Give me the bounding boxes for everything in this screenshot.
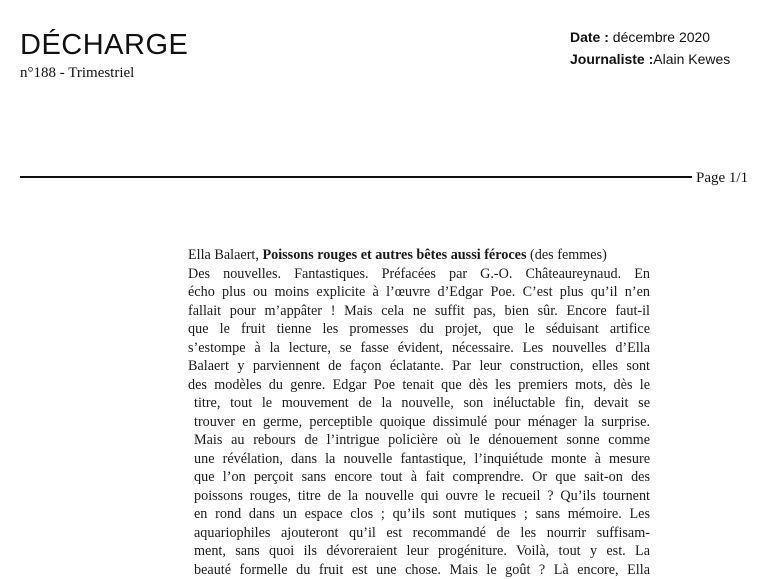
page-indicator: Page 1/1 bbox=[696, 169, 748, 187]
article-line: Des nouvelles. Fantastiques. Préfacées par G.-O. Châteaureynaud. En bbox=[188, 265, 650, 284]
article-line: ment, sans quoi ils dévoreraient leur progéniture. Voilà, tout y est. La bbox=[188, 542, 650, 561]
article-line: que l’on perçoit sans encore tout à fait comprendre. Or que sait-on des bbox=[188, 468, 650, 487]
article-publisher: (des femmes) bbox=[526, 247, 606, 263]
journalist-line bbox=[570, 51, 730, 68]
date-label: Date : bbox=[570, 29, 609, 45]
masthead-title: DÉCHARGE bbox=[20, 28, 188, 62]
article-line: s’estompe à la lecture, se fasse évident, nécessaire. Les nouvelles d’Ella bbox=[188, 339, 650, 358]
article-line: écho plus ou moins explicite à l’œuvre d’Edgar Poe. C’est plus qu’il n’en bbox=[188, 283, 650, 302]
article-line: poissons rouges, titre de la nouvelle qui ouvre le recueil ? Qu’ils tournent bbox=[188, 487, 650, 506]
article-line: titre, tout le mouvement de la nouvelle, son inéluctable fin, devait se bbox=[188, 394, 650, 413]
article-line: beauté formelle du fruit est une chose. Mais le goût ? Là encore, Ella bbox=[188, 561, 650, 579]
journalist-label: Journaliste : bbox=[570, 51, 653, 67]
article-line: fallait pour m’appâter ! Mais cela ne suffit pas, bien sûr. Encore faut-il bbox=[188, 302, 650, 321]
date-value: décembre 2020 bbox=[609, 29, 710, 45]
article-line: en rond dans un espace clos ; qu’ils sont mutiques ; sans mémoire. Les bbox=[188, 505, 650, 524]
journalist-value: Alain Kewes bbox=[653, 51, 730, 67]
article-body bbox=[188, 246, 650, 579]
masthead-subtitle: n°188 - Trimestriel bbox=[20, 64, 134, 82]
header-divider bbox=[20, 176, 692, 178]
article-line: Mais au rebours de l’intrigue policière où le dénouement sonne comme bbox=[188, 431, 650, 450]
article-line: trouver en germe, perceptible quoique dissimulé pour ménager la surprise. bbox=[188, 413, 650, 432]
article-book-title: Poissons rouges et autres bêtes aussi féroces bbox=[262, 247, 526, 263]
article-line: Balaert y parviennent de façon éclatante. Par leur construction, elles sont bbox=[188, 357, 650, 376]
article-line: des modèles du genre. Edgar Poe tenait que dès les premiers mots, dès le bbox=[188, 376, 650, 395]
article-line: que le fruit tienne les promesses du projet, que le séduisant artifice bbox=[188, 320, 650, 339]
date-line bbox=[570, 29, 710, 46]
article-author: Ella Balaert, bbox=[188, 247, 262, 263]
article-line: aquariophiles ajouteront qu’il est recommandé de les nourrir suffisam- bbox=[188, 524, 650, 543]
article-line: une révélation, dans la nouvelle fantastique, l’inquiétude monte à mesure bbox=[188, 450, 650, 469]
article-heading-line bbox=[188, 246, 650, 265]
